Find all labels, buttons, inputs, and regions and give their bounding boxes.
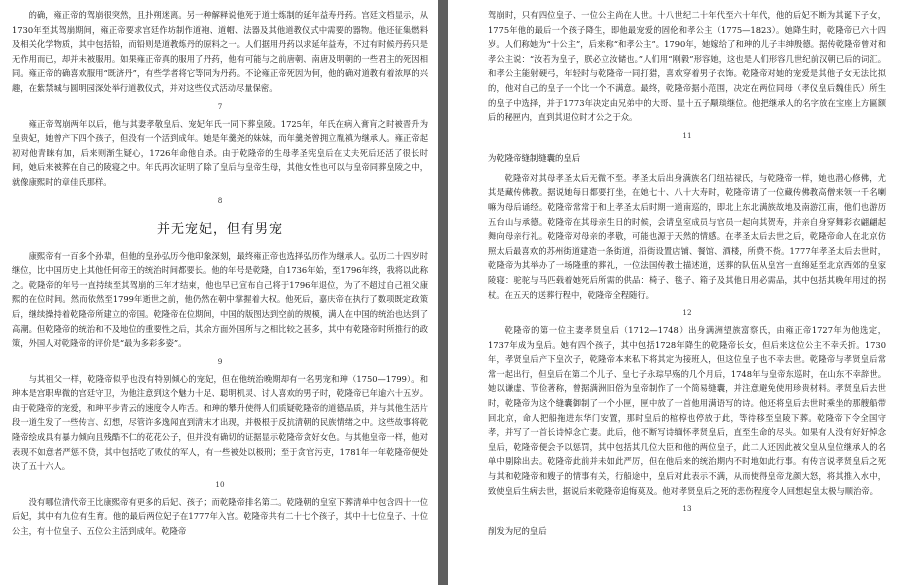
left-page (0, 0, 438, 585)
paragraph: 雍正帝驾崩两年以后，他与其妻孝敬皇后、宠妃年氏一同下葬皇陵。1725年，年氏在病入膏肓之时被晋升为皇贵妃，她曾产下四个孩子，但没有一个活到成年。她是年羹尧的妹妹，而年羹尧曾拥立胤禛为继承人。雍正帝起初对他青睐有加，后来则渐生疑心，1726年命他自杀。由于乾隆帝的生母孝圣宪皇后在丈夫死后还活了很长时间，她后来被葬在自己的陵寝之中。年氏再次证明了除了皇后与皇帝生母，其他女性也可以与皇帝同葬皇陵之中，就像康熙时的章佳氏那样。 (12, 118, 428, 187)
paragraph: 康熙帝有一百多个孙辈，但他的皇孙弘历今他印象深刻，最终雍正帝也选择弘历作为继承人。弘历二十四岁时继位，比中国历史上其他任何帝王的统治时间都要长。他的年号是乾隆，自1736年始，至1796年终，我将以此称之。乾隆帝的年号一直持续至其驾崩的三年才结束，他也早已宣布自己将于1796年退位，为了不超过自己祖父康熙的在位时间。然而依然至1799年逝世之前，他仍然在朝中掌握着大权。他死后，嘉庆帝在执行了数项既定政策后，继续操持着乾隆帝所建立的帝国。乾隆帝在位期间，中国的版图达到空前的规模，满人在中国的统治也达到了高潮。但乾隆帝的统治和不及地位的重要性之后，其余方面外国所与之相比较之甚多，其中有乾隆帝时所推行的政策，外国人对乾隆帝的评价是“最为多彩多姿”。 (12, 250, 428, 349)
paragraph: 与其祖父一样，乾隆帝似乎也没有特别倾心的宠妃，但在他统治晚期却有一名男宠和珅（1750—1799）。和珅本是宫职卑微的宫廷守卫，为他注意到这个魅力十足、聪明机灵、讨人喜欢的男子时，乾隆帝已年逾六十五岁。由于乾隆帝的宠爱，和珅平步青云的速度令人咋舌。和珅的攀升使得人们质疑乾隆帝的道德品质，并与其他生活片段一道生发了一些传言、幻想，尽管许多逸闻直到清末才出现，并极根于反抗清朝的民族情绪之中。这些故事将乾隆帝绘成具有暴力倾向且残酷不仁的花花公子，但并没有确切的证据显示乾隆帝贪好女色。与其他皇帝一样，他对表现不如意者严惩不贷，其中包括吃了败仗的军人，有一些被处以极刑；至于贪官污吏，1781年一年乾隆帝便处决了五十六人。 (12, 373, 428, 472)
paragraph: 驾崩时，只有四位皇子、一位公主尚在人世。十八世纪二十年代至六十年代，他的后妃不断为其诞下子女，1775年他的最后一个孩子降生，即他最宠爱的固伦和孝公主（1775—1823）。她降生时，乾隆帝已六十四岁。人们称她为“十公主”，后来称“和孝公主”。1790年，她嫁给了和珅的儿子丰绅殷德。据传乾隆帝曾对和孝公主说：“汝若为皇子，朕必立汝储也。”人们用“刚毅”形容她，这也是人们形容几世纪前汉朝已后的词汇。和孝公主能射硬弓，年轻时与乾隆帝一同打猎，喜欢穿着男子衣饰。乾隆帝对她的宠爱是其他子女无法比拟的，他对自己的皇子一个比一个不满意。最终，乾隆帝据小范围，决定在两位同母（孝仪皇后魏佳氏）所生的皇子中选择，并于1773年决定由兄弟中的大哥、显十五子颙琰继位。他把继承人的名字放在宝座上方匾额后的秘匣内，直到其退位时才公之于众。 (488, 10, 886, 123)
paragraph: 的确，雍正帝的驾崩很突然，且扑朔迷离。另一种解释说他死于道士炼制的延年益寿丹药。宫廷文档显示，从1730年至其驾崩期间，雍正帝要求宫廷作坊制作道袍、道帽、法器及其他道教仪式中需要的器物。他还征集燃料及相关化学物质，其中包括铅，而铅则是道教炼丹的原料之一。人们据用丹药以求延年益寿，不过有时候丹药只是无作用而已，却并未被服用。如果雍正帝真的服用了丹药，他有可能与之前唐朝、南唐及明朝的一些君主的死因相同。雍正帝的确喜欢服用“既济丹”，有些学者将它等同为丹药。不论雍正帝死因为何，他的确对道教有着浓厚的兴趣，在紫禁城与圆明园深处举行道教仪式，并对这些仪式活动尽量保密。 (12, 10, 428, 93)
footnote-number: 11 (682, 130, 692, 140)
footnote-number: 13 (682, 504, 692, 514)
footnote-number: 10 (215, 479, 225, 489)
paragraph: 乾隆帝的第一位主妻孝贤皇后（1712—1748）出身满洲望族富察氏，由雍正帝1727年为他选定，1737年成为皇后。她有四个孩子，其中包括1728年降生的乾隆帝长女，但后来这位公主不幸夭折。1730年，孝贤皇后产下皇次子，乾隆帝本来私下将其定为接班人，但这位皇子也不幸去世。乾隆帝与孝贤皇后常常一起出行，但皇后在第二个儿子、皇七子永琮早殇的几个月后，1748年与皇帝东巡时，在山东不幸辞世。她以谦虚、节俭著称，曾据满洲旧俗为皇帝制作了一个简易缝囊，并注意避免使用珍贵材料。孝贤皇后去世时，乾隆帝为这个缝囊御制了一个小匣，匣中放了一首他用满语写的诗。他还将皇后去世时乘坐的那艘船带回北京，命人把船拖进东华门安置，那时皇后的棺椁也停放于此，等待移至皇陵下葬。乾隆帝下令全国守孝，并写了一首长诗悼念亡妻。此后，他不断写诗缅怀孝贤皇后，直至生命的尽头。如果有人没有好好悼念皇后，乾隆帝便会予以惩罚，其中包括其几位大臣和他的两位皇子，此二人还因此被父皇从皇位继承人的名单中剔除出去。乾隆帝此前并未如此严厉，但在他后来的统治期内不时地如此行事。有传言说孝贤皇后之死与其和乾隆帝和嫂子的情事有关，行船途中，皇后对此表示不满，从而使得皇帝龙颜大怒，将其推入水中，致使皇后生病去世，据说后来乾隆帝追悔莫及。他对孝贤皇后之死的悲伤程度令人回想起皇太极与顺治帝。 (488, 325, 886, 496)
section-title: 并无宠妃，但有男宠 (156, 221, 283, 237)
footnote-number: 8 (217, 195, 223, 205)
footnote-number: 7 (217, 101, 223, 111)
footnote-number: 12 (682, 308, 692, 318)
paragraph: 乾隆帝对其母孝圣太后无微不至。孝圣太后出身满族名门纽祜禄氏，与乾隆帝一样，她也潜心修佛，尤其是藏传佛教。据说她每日都要打坐，在她七十、八十大寿时，乾隆帝请了一位藏传佛教高僧来领一千名喇嘛为母后诵经。乾隆帝常常于和上孝圣太后时期一道南巡的，即北上东北满族故地及南游江南，他们也游历五台山与承德。乾隆帝在其母亲生日的时候，会请皇室成员与官员一起向其贺寿，并亲自身穿舞彩衣翩翩起舞向母亲行礼。乾隆帝对母亲的孝敬，可能也源于天然的情感。在孝圣太后去世之后，乾隆帝命人在北京仿照太后最喜欢的苏州街道建造一条街道，沿街设置店铺、餐馆、酒楼，所费不赀。1777年孝圣太后去世时，乾隆帝为其举办了一场隆重的葬礼，一位法国传教士描述道，送葬的队伍从皇宫一直绵延至北京西郊的皇家陵寝：驼驼与马匹载着她死后所需的供品：椅子、毯子、箱子及其他日用必需品，其中包括其晚年用过的拐杖。在五天的送葬行程中，乾隆帝全程随行。 (488, 172, 886, 300)
paragraph: 没有哪位清代帝王比康熙帝有更多的后妃、孩子；而乾隆帝排名第二。乾隆朝的皇室下葬清单中包含四十一位后妃，其中有九位有生育。他的最后两位妃子在1777年入宫。乾隆帝共有二十七个孩子，其中十七位皇子、十位公主，有十位皇子、五位公主活到成年。乾隆帝 (12, 496, 428, 537)
subsection-heading: 为乾隆帝缝制缝囊的皇后 (488, 152, 581, 163)
page-gutter (438, 0, 448, 585)
subsection-heading: 削发为尼的皇后 (488, 526, 547, 537)
footnote-number: 9 (217, 356, 223, 366)
right-page (448, 0, 898, 585)
